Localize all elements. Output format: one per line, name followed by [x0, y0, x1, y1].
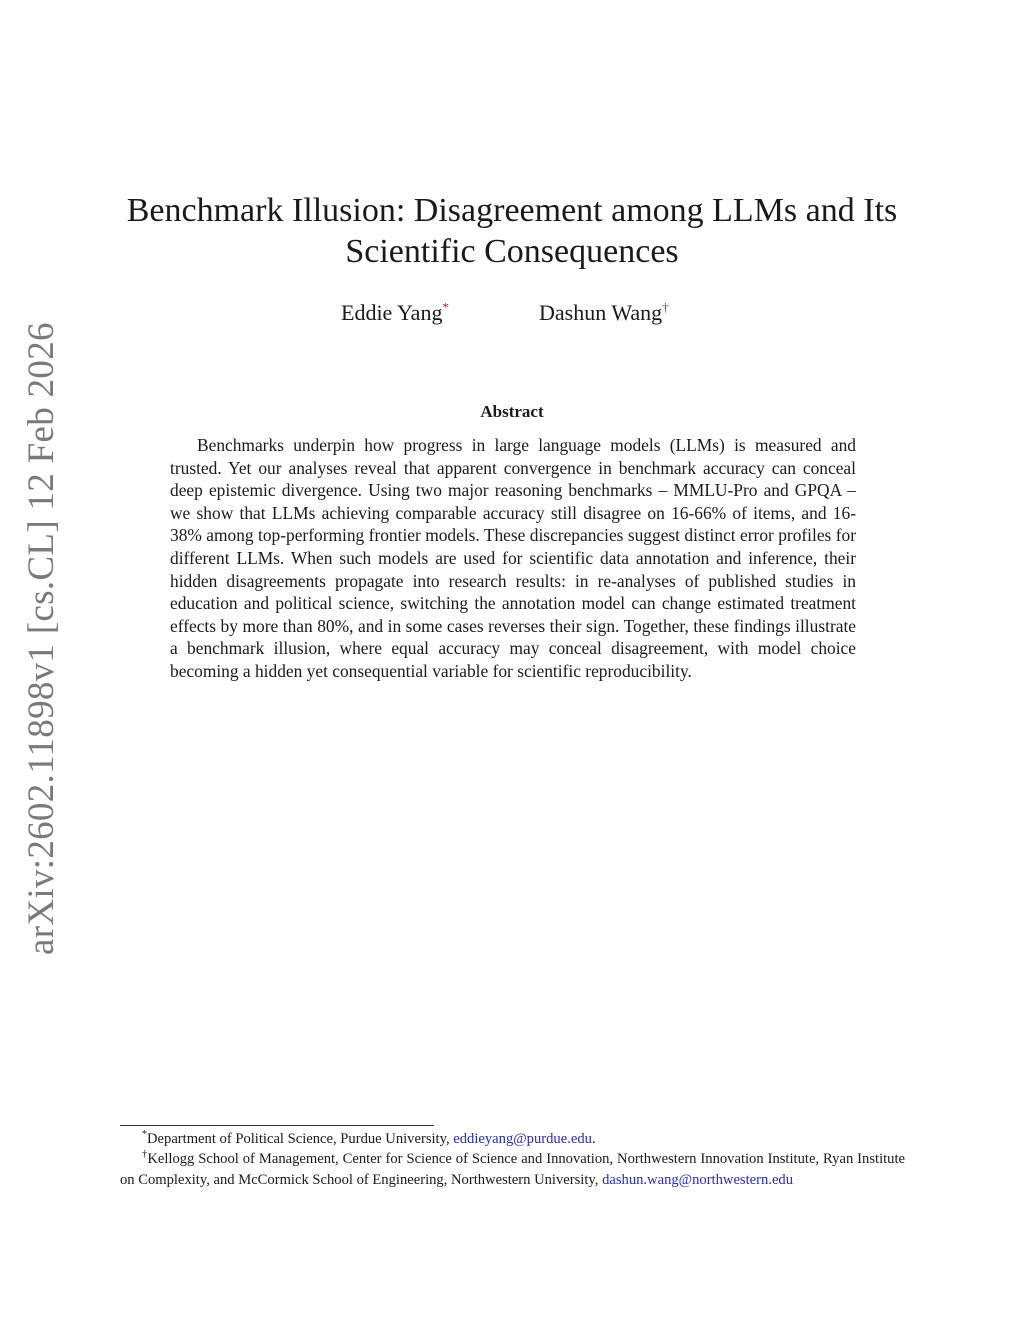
author-1	[341, 300, 449, 326]
abstract-heading: Abstract	[480, 402, 544, 421]
author-2-name: Dashun Wang	[539, 300, 663, 325]
author-2-footnote-mark[interactable]: †	[662, 299, 669, 315]
footnotes	[120, 1129, 905, 1190]
footnote-1	[120, 1129, 905, 1149]
footnote-1-email-link[interactable]: eddieyang@purdue.edu	[453, 1131, 592, 1147]
arxiv-identifier: arXiv:2602.11898v1 [cs.CL] 12 Feb 2026	[21, 322, 62, 955]
footnote-1-trailing: .	[591, 1131, 596, 1147]
footnote-2	[120, 1149, 905, 1190]
author-1-name: Eddie Yang	[341, 300, 443, 325]
footnote-1-affiliation: Department of Political Science, Purdue University,	[147, 1131, 454, 1147]
abstract-text: Benchmarks underpin how progress in large language models (LLMs) is measured and trusted. Yet our analyses reveal that apparent convergence in benchmark accuracy can conceal deep epistemic divergence. Using two major reasoning benchmarks – MMLU-Pro and GPQA – we show that LLMs achieving comparable accuracy still disagree on 16-66% of items, and 16-38% among top-performing frontier models. These discrepancies suggest distinct error profiles for different LLMs. When such models are used for scientific data annotation and inference, their hidden disagreements propagate into research results: in re-analyses of published studies in education and political science, switching the annotation model can change estimated treatment effects by more than 80%, and in some cases reverses their sign. Together, these findings illustrate a benchmark illusion, where equal accuracy may conceal disagreement, with model choice becoming a hidden yet consequential variable for scientific reproducibility.	[170, 435, 856, 681]
footnote-2-email-link[interactable]: dashun.wang@northwestern.edu	[602, 1171, 794, 1188]
footnote-1-mark: *	[142, 1129, 147, 1141]
footnote-2-affiliation: Kellogg School of Management, Center for Science of Science and Innovation, Northwestern Innovation Institute, Ryan Institute on Complexity, and McCormick School of Engineering, Northwestern University,	[120, 1151, 906, 1188]
footnote-divider	[120, 1125, 434, 1126]
author-1-footnote-mark[interactable]: *	[442, 299, 449, 315]
author-2	[539, 300, 669, 326]
footnote-2-mark: †	[142, 1149, 148, 1161]
paper-title: Benchmark Illusion: Disagreement among LLMs and Its Scientific Consequences	[126, 192, 898, 270]
